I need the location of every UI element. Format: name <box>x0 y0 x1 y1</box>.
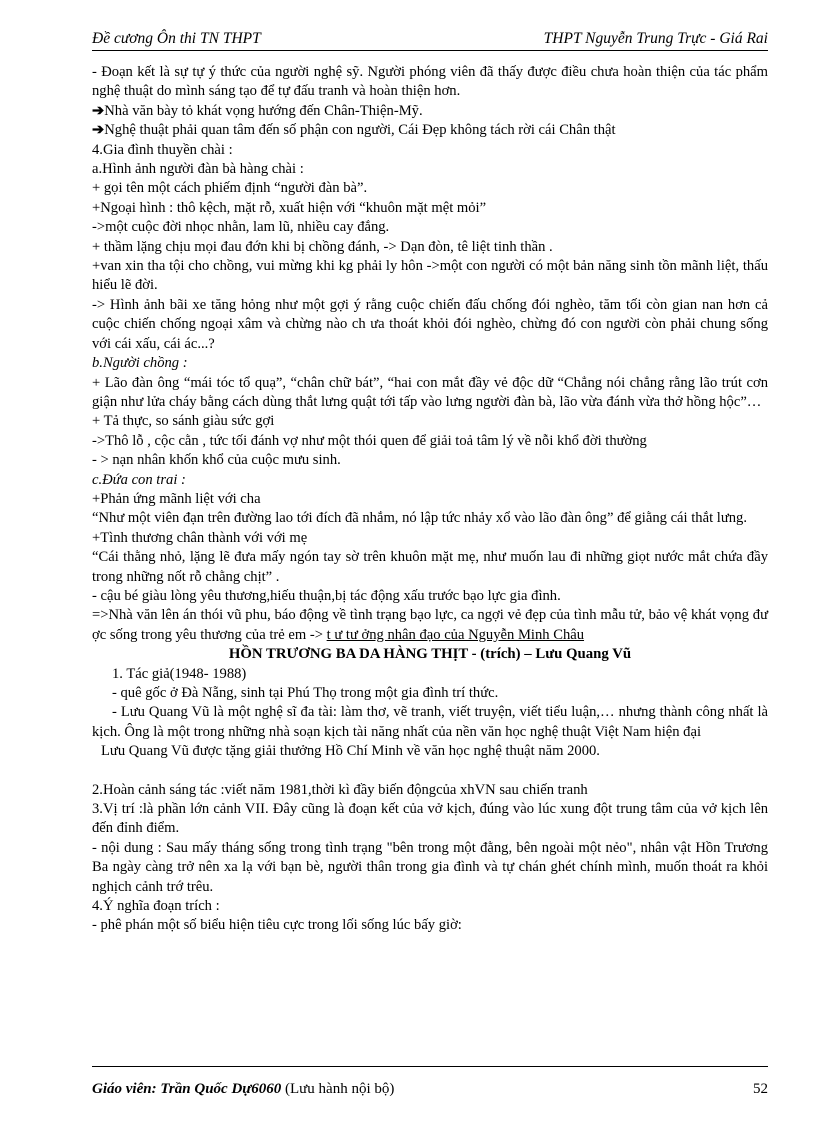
header-left: Đề cương Ôn thi TN THPT <box>92 30 261 47</box>
paragraph-text: Nhà văn bày tỏ khát vọng hướng đến Chân-Thiện-Mỹ. <box>104 102 423 119</box>
teacher-name: Giáo viên: Trần Quốc Dự6060 <box>92 1081 282 1097</box>
paragraph: 2.Hoàn cảnh sáng tác :viết năm 1981,thời kì đầy biến độngcủa xhVN sau chiến tranh <box>92 781 588 798</box>
paragraph: - cậu bé giàu lòng yêu thương,hiếu thuận,bị tác động xấu trước bạo lực gia đình. <box>92 587 561 604</box>
paragraph: +Ngoại hình : thô kệch, mặt rỗ, xuất hiện với “khuôn mặt mệt mỏi” <box>92 199 487 216</box>
paragraph: + Tả thực, so sánh giàu sức gợi <box>92 413 275 430</box>
paragraph: + Lão đàn ông “mái tóc tổ quạ”, “chân chữ bát”, “hai con mắt đầy vẻ độc dữ “Chẳng nói chẳng rằng lão trút cơn giận như lửa cháy bằng cách dùng thắt lưng quật tới tấp vào lưng người đàn bà, lão vừa đánh vừa thở hồng hộc”… <box>92 374 768 410</box>
paragraph <box>92 121 768 140</box>
paragraph: - nội dung : Sau mấy tháng sống trong tình trạng "bên trong một đằng, bên ngoài một nẻo", nhân vật Hồn Trương Ba ngày càng trở nên xa lạ với bạn bè, người thân trong gia đình và tự chán ghét chính mình, muốn thoát ra khỏi nghịch cảnh trớ trêu. <box>92 839 768 895</box>
page-number: 52 <box>753 1081 768 1097</box>
paragraph: - Lưu Quang Vũ là một nghệ sĩ đa tài: làm thơ, vẽ tranh, viết truyện, viết tiểu luận,… nhưng thành công nhất là kịch. Ông là một trong những nhà soạn kịch tài năng nhất của nền văn học nghệ thuật Việt Nam hiện đại <box>92 704 768 740</box>
paragraph <box>92 606 768 645</box>
header-right: THPT Nguyễn Trung Trực - Giá Rai <box>543 30 768 47</box>
paragraph: ->một cuộc đời nhọc nhằn, lam lũ, nhiều cay đắng. <box>92 219 390 236</box>
section-title <box>92 645 768 664</box>
paragraph: +van xin tha tội cho chồng, vui mừng khi kg phải ly hôn ->một con người có một bản năng sinh tồn mãnh liệt, thấu hiểu lẽ đời. <box>92 258 768 294</box>
paragraph: - quê gốc ở Đà Nẵng, sinh tại Phú Thọ trong một gia đình trí thức. <box>112 685 499 701</box>
body-text <box>92 63 768 936</box>
heading: 4.Gia đình thuyền chài : <box>92 141 233 158</box>
paragraph: + gọi tên một cách phiếm định “người đàn bà”. <box>92 180 368 197</box>
heading: 4.Ý nghĩa đoạn trích : <box>92 898 220 915</box>
paragraph: “Cái thằng nhỏ, lặng lẽ đưa mấy ngón tay sờ trên khuôn mặt mẹ, như muốn lau đi những giọt nước mắt chứa đầy trong những nốt rỗ chằng chịt” . <box>92 549 768 585</box>
subheading: c.Đứa con trai : <box>92 471 186 488</box>
paragraph: +Phản ứng mãnh liệt với cha <box>92 490 261 507</box>
footer-note: (Lưu hành nội bộ) <box>285 1081 395 1097</box>
section-title-main: HỒN TRƯƠNG BA DA HÀNG THỊT <box>228 646 468 663</box>
section-title-tail: - (trích) – Lưu Quang Vũ <box>467 646 632 663</box>
paragraph-text: Nghệ thuật phải quan tâm đến số phận con người, Cái Đẹp không tách rời cái Chân thật <box>104 122 616 139</box>
paragraph: 3.Vị trí :là phần lớn cảnh VII. Đây cũng là đoạn kết của vở kịch, đúng vào lúc xung đột trung tâm của vở kịch lên đến đỉnh điểm. <box>92 801 768 837</box>
paragraph-text: =>Nhà văn lên án thói vũ phu, báo động về tình trạng bạo lực, ca ngợi vẻ đẹp của tình mẫu tử, bảo vệ khát vọng đư ợc sống trong yêu thương của trẻ em -> <box>92 607 768 643</box>
paragraph: - > nạn nhân khốn khổ của cuộc mưu sinh. <box>92 452 341 469</box>
paragraph: - Đoạn kết là sự tự ý thức của người nghệ sỹ. Người phóng viên đã thấy được điều chưa hoàn thiện của tác phẩm nghệ thuật do mình sáng tạo để tự đấu tranh và hoàn thiện hơn. <box>92 64 768 100</box>
arrow-icon: ➔ <box>92 122 105 139</box>
paragraph: -> Hình ảnh bãi xe tăng hỏng như một gợi ý rằng cuộc chiến đấu chống đói nghèo, tăm tối còn gian nan hơn cả cuộc chiến chống ngoại xâm và chừng nào ch ưa thoát khỏi đói nghèo, chừng đó con người còn phải chung sống với cái xấu, cái ác...? <box>92 296 768 352</box>
underlined-text: t ư tư ởng nhân đạo của Nguyễn Minh Châu <box>326 626 585 643</box>
paragraph: 1. Tác giả(1948- 1988) <box>112 665 247 682</box>
subheading: b.Người chồng : <box>92 355 188 372</box>
subheading: a.Hình ảnh người đàn bà hàng chài : <box>92 161 304 178</box>
spacer <box>92 762 768 781</box>
paragraph <box>92 102 768 121</box>
paragraph: Lưu Quang Vũ được tặng giải thưởng Hồ Chí Minh về văn học nghệ thuật năm 2000. <box>101 743 600 760</box>
paragraph: + thầm lặng chịu mọi đau đớn khi bị chồng đánh, -> Dạn đòn, tê liệt tinh thần . <box>92 238 553 255</box>
paragraph: +Tình thương chân thành với với mẹ <box>92 529 308 546</box>
arrow-icon: ➔ <box>92 102 105 119</box>
paragraph: ->Thô lỗ , cộc cằn , tức tối đánh vợ như một thói quen để giải toả tâm lý về nỗi khổ đời thường <box>92 432 647 449</box>
page-header <box>92 30 768 51</box>
paragraph: “Như một viên đạn trên đường lao tới đích đã nhắm, nó lập tức nhảy xổ vào lão đàn ông” để giằng cái thắt lưng. <box>92 510 747 527</box>
paragraph: - phê phán một số biểu hiện tiêu cực trong lối sống lúc bấy giờ: <box>92 917 462 934</box>
page-footer <box>92 1066 768 1098</box>
